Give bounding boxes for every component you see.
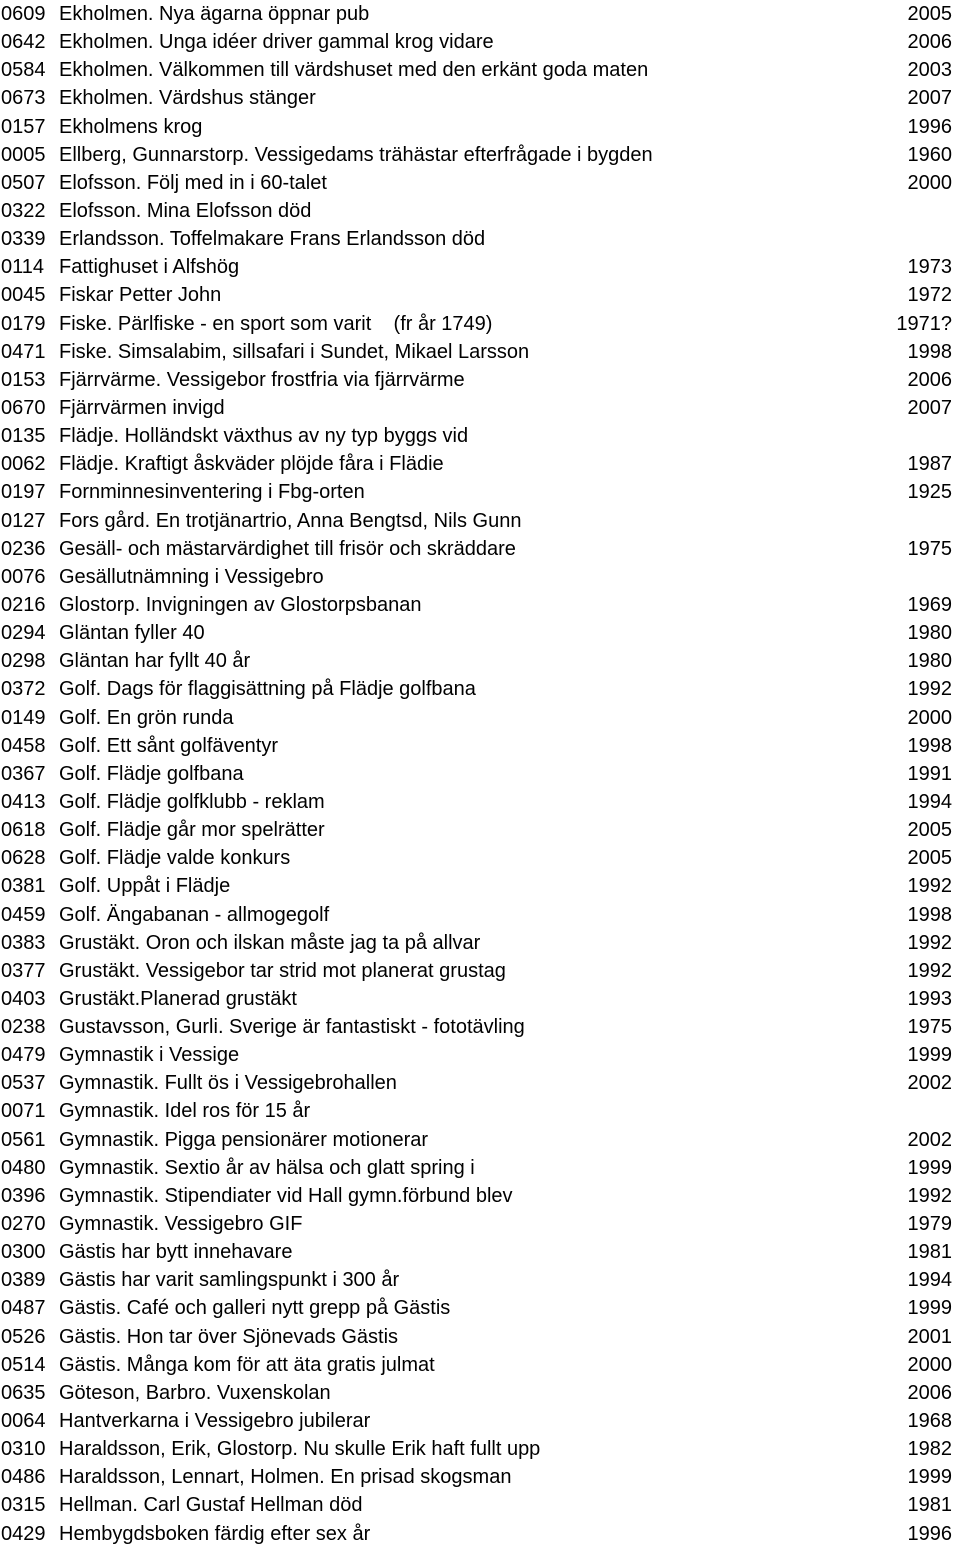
article-title: Ekholmen. Nya ägarna öppnar pub xyxy=(59,3,370,25)
article-number: 0670 xyxy=(1,396,46,419)
article-title: Gymnastik. Idel ros för 15 år xyxy=(59,1100,311,1123)
article-title: Grustäkt. Vessigebor tar strid mot planerat grustag xyxy=(59,959,506,982)
article-year: 2000 xyxy=(907,706,952,729)
article-year: 1999 xyxy=(907,1044,952,1067)
article-year: 1925 xyxy=(907,481,952,504)
article-year: 1991 xyxy=(907,762,952,785)
article-number: 0294 xyxy=(1,622,46,645)
article-title: Fors gård. En trotjänartrio, Anna Bengtsd, Nils Gunn xyxy=(59,509,522,532)
list-item xyxy=(0,1041,960,1069)
article-year: 1968 xyxy=(907,1410,952,1433)
list-item xyxy=(0,338,960,366)
article-number: 0479 xyxy=(1,1044,46,1067)
article-year: 1981 xyxy=(907,1241,952,1264)
article-number: 0459 xyxy=(1,903,46,926)
article-number: 0537 xyxy=(1,1072,46,1095)
article-title: Gesäll- och mästarvärdighet till frisör och skräddare xyxy=(59,537,516,560)
article-year: 1998 xyxy=(907,340,952,363)
list-item xyxy=(0,1210,960,1238)
article-number: 0135 xyxy=(1,425,46,448)
article-year: 2007 xyxy=(907,87,952,110)
article-title: Fornminnesinventering i Fbg-orten xyxy=(59,481,365,504)
article-year: 1980 xyxy=(907,650,952,673)
article-title: Hembygdsboken färdig efter sex år xyxy=(59,1522,371,1545)
article-year: 1994 xyxy=(907,790,952,813)
article-title: Gymnastik. Vessigebro GIF xyxy=(59,1213,303,1236)
article-number: 0429 xyxy=(1,1522,46,1545)
article-year: 2007 xyxy=(907,396,952,419)
article-title: Golf. Flädje golfklubb - reklam xyxy=(59,790,325,813)
article-number: 0403 xyxy=(1,987,46,1010)
article-title: Golf. Dags för flaggisättning på Flädje golfbana xyxy=(59,678,476,701)
list-item xyxy=(0,197,960,225)
list-item xyxy=(0,225,960,253)
article-year: 1981 xyxy=(907,1494,952,1517)
list-item xyxy=(0,253,960,281)
article-number: 0315 xyxy=(1,1494,46,1517)
article-number: 0367 xyxy=(1,762,46,785)
list-item xyxy=(0,1069,960,1097)
article-number: 0383 xyxy=(1,931,46,954)
list-item xyxy=(0,1238,960,1266)
article-title: Gläntan har fyllt 40 år xyxy=(59,650,251,673)
article-title: Golf. Flädje golfbana xyxy=(59,762,244,785)
article-year: 1999 xyxy=(907,1297,952,1320)
list-item xyxy=(0,113,960,141)
article-title: Glostorp. Invigningen av Glostorpsbanan xyxy=(59,593,422,616)
list-item xyxy=(0,563,960,591)
article-title: Gustavsson, Gurli. Sverige är fantastiskt - fototävling xyxy=(59,1016,525,1039)
article-number: 0157 xyxy=(1,115,46,138)
article-number: 0310 xyxy=(1,1438,46,1461)
article-title: Gästis. Många kom för att äta gratis julmat xyxy=(59,1353,435,1376)
list-item xyxy=(0,56,960,84)
article-year: 1973 xyxy=(907,256,952,279)
article-year: 1996 xyxy=(907,1522,952,1545)
article-year: 1998 xyxy=(907,903,952,926)
article-title: Gymnastik. Sextio år av hälsa och glatt spring i xyxy=(59,1156,475,1179)
article-year: 1992 xyxy=(907,1184,952,1207)
article-title: Gymnastik. Stipendiater vid Hall gymn.förbund blev xyxy=(59,1184,513,1207)
article-title: Gästis. Café och galleri nytt grepp på Gästis xyxy=(59,1297,451,1320)
article-number: 0045 xyxy=(1,284,46,307)
article-number: 0064 xyxy=(1,1410,46,1433)
article-title: Golf. Flädje går mor spelrätter xyxy=(59,819,325,842)
list-item xyxy=(0,478,960,506)
article-year: 1987 xyxy=(907,453,952,476)
list-item xyxy=(0,366,960,394)
article-number: 0236 xyxy=(1,537,46,560)
list-item xyxy=(0,281,960,309)
article-number: 0635 xyxy=(1,1381,46,1404)
article-title: Fiskar Petter John xyxy=(59,284,222,307)
article-year: 1996 xyxy=(907,115,952,138)
list-item xyxy=(0,985,960,1013)
article-title: Gymnastik. Fullt ös i Vessigebrohallen xyxy=(59,1072,397,1095)
list-item xyxy=(0,647,960,675)
article-year: 2005 xyxy=(907,847,952,870)
article-number: 0507 xyxy=(1,171,46,194)
article-number: 0413 xyxy=(1,790,46,813)
article-number: 0584 xyxy=(1,59,46,82)
article-title: Gästis. Hon tar över Sjönevads Gästis xyxy=(59,1325,399,1348)
article-title: Gästis har varit samlingspunkt i 300 år xyxy=(59,1269,400,1292)
article-title: Ekholmen. Värdshus stänger xyxy=(59,87,316,110)
list-item xyxy=(0,310,960,338)
list-item xyxy=(0,675,960,703)
list-item xyxy=(0,872,960,900)
article-year: 1979 xyxy=(907,1213,952,1236)
article-year: 1999 xyxy=(907,1156,952,1179)
article-year: 2005 xyxy=(907,819,952,842)
article-title: Golf. Flädje valde konkurs xyxy=(59,847,291,870)
article-title: Golf. Ett sånt golfäventyr xyxy=(59,734,278,757)
article-title: Golf. En grön runda xyxy=(59,706,234,729)
list-item xyxy=(0,1407,960,1435)
article-year: 2003 xyxy=(907,59,952,82)
article-year: 2001 xyxy=(907,1325,952,1348)
article-number: 0377 xyxy=(1,959,46,982)
article-number: 0216 xyxy=(1,593,46,616)
article-year: 1972 xyxy=(907,284,952,307)
article-title: Ekholmen. Välkommen till värdshuset med den erkänt goda maten xyxy=(59,59,649,82)
article-number: 0197 xyxy=(1,481,46,504)
article-number: 0486 xyxy=(1,1466,46,1489)
list-item xyxy=(0,1013,960,1041)
article-number: 0153 xyxy=(1,368,46,391)
article-year: 2002 xyxy=(907,1072,952,1095)
list-item xyxy=(0,0,960,28)
article-year: 2000 xyxy=(907,1353,952,1376)
list-item xyxy=(0,1126,960,1154)
article-title: Fattighuset i Alfshög xyxy=(59,256,240,279)
article-number: 0514 xyxy=(1,1353,46,1376)
list-item xyxy=(0,619,960,647)
list-item xyxy=(0,957,960,985)
list-item xyxy=(0,1379,960,1407)
article-year: 2005 xyxy=(907,3,952,25)
list-item xyxy=(0,394,960,422)
list-item xyxy=(0,760,960,788)
list-item xyxy=(0,844,960,872)
list-item xyxy=(0,1323,960,1351)
article-title: Hellman. Carl Gustaf Hellman död xyxy=(59,1494,363,1517)
article-year: 1969 xyxy=(907,593,952,616)
list-item xyxy=(0,1154,960,1182)
article-number: 0149 xyxy=(1,706,46,729)
article-title: Fjärrvärmen invigd xyxy=(59,396,225,419)
list-item xyxy=(0,84,960,112)
article-year: 2006 xyxy=(907,368,952,391)
article-title: Gästis har bytt innehavare xyxy=(59,1241,293,1264)
article-title: Haraldsson, Erik, Glostorp. Nu skulle Erik haft fullt upp xyxy=(59,1438,541,1461)
article-year: 2006 xyxy=(907,1381,952,1404)
list-item xyxy=(0,1520,960,1548)
article-number: 0396 xyxy=(1,1184,46,1207)
article-number: 0076 xyxy=(1,565,46,588)
article-year: 1992 xyxy=(907,875,952,898)
article-number: 0238 xyxy=(1,1016,46,1039)
article-title: Ekholmens krog xyxy=(59,115,203,138)
article-year: 1982 xyxy=(907,1438,952,1461)
list-item xyxy=(0,1182,960,1210)
article-number: 0071 xyxy=(1,1100,46,1123)
list-item xyxy=(0,732,960,760)
article-title: Golf. Ängabanan - allmogegolf xyxy=(59,903,330,926)
article-number: 0300 xyxy=(1,1241,46,1264)
article-title: Hantverkarna i Vessigebro jubilerar xyxy=(59,1410,371,1433)
article-number: 0179 xyxy=(1,312,46,335)
list-item xyxy=(0,816,960,844)
list-item xyxy=(0,929,960,957)
list-item xyxy=(0,704,960,732)
article-year: 1992 xyxy=(907,931,952,954)
article-year: 1998 xyxy=(907,734,952,757)
article-title: Gläntan fyller 40 xyxy=(59,622,205,645)
list-item xyxy=(0,591,960,619)
article-title: Fjärrvärme. Vessigebor frostfria via fjärrvärme xyxy=(59,368,465,391)
article-title: Elofsson. Mina Elofsson död xyxy=(59,199,312,222)
list-item xyxy=(0,788,960,816)
article-number: 0471 xyxy=(1,340,46,363)
list-item xyxy=(0,1463,960,1491)
article-title: Ekholmen. Unga idéer driver gammal krog vidare xyxy=(59,31,494,54)
list-item xyxy=(0,1435,960,1463)
article-year: 2002 xyxy=(907,1128,952,1151)
article-number: 0298 xyxy=(1,650,46,673)
article-number: 0561 xyxy=(1,1128,46,1151)
list-item xyxy=(0,450,960,478)
article-number: 0127 xyxy=(1,509,46,532)
list-item xyxy=(0,1097,960,1125)
article-year: 1999 xyxy=(907,1466,952,1489)
article-year: 1980 xyxy=(907,622,952,645)
article-number: 0062 xyxy=(1,453,46,476)
article-title: Fiske. Simsalabim, sillsafari i Sundet, Mikael Larsson xyxy=(59,340,530,363)
article-number: 0372 xyxy=(1,678,46,701)
article-number: 0673 xyxy=(1,87,46,110)
article-title: Fiske. Pärlfiske - en sport som varit (fr år 1749) xyxy=(59,312,493,335)
article-title: Gymnastik. Pigga pensionärer motionerar xyxy=(59,1128,429,1151)
list-item xyxy=(0,507,960,535)
article-number: 0487 xyxy=(1,1297,46,1320)
article-title: Haraldsson, Lennart, Holmen. En prisad skogsman xyxy=(59,1466,512,1489)
list-item xyxy=(0,28,960,56)
article-title: Flädje. Holländskt växthus av ny typ byggs vid xyxy=(59,425,469,448)
article-number: 0480 xyxy=(1,1156,46,1179)
article-number: 0005 xyxy=(1,143,46,166)
article-number: 0618 xyxy=(1,819,46,842)
article-title: Elofsson. Följ med in i 60-talet xyxy=(59,171,327,194)
article-year: 1975 xyxy=(907,537,952,560)
list-item xyxy=(0,1491,960,1519)
article-title: Gesällutnämning i Vessigebro xyxy=(59,565,324,588)
list-item xyxy=(0,169,960,197)
article-title: Erlandsson. Toffelmakare Frans Erlandsson död xyxy=(59,228,486,251)
article-title: Gymnastik i Vessige xyxy=(59,1044,240,1067)
article-year: 2006 xyxy=(907,31,952,54)
list-item xyxy=(0,422,960,450)
article-year: 1992 xyxy=(907,959,952,982)
article-year: 1971? xyxy=(896,312,952,335)
article-number: 0458 xyxy=(1,734,46,757)
article-title: Grustäkt.Planerad grustäkt xyxy=(59,987,297,1010)
article-title: Göteson, Barbro. Vuxenskolan xyxy=(59,1381,331,1404)
article-year: 2000 xyxy=(907,171,952,194)
article-year: 1994 xyxy=(907,1269,952,1292)
list-item xyxy=(0,535,960,563)
article-number: 0114 xyxy=(1,256,45,279)
article-number: 0526 xyxy=(1,1325,46,1348)
article-number: 0628 xyxy=(1,847,46,870)
article-year: 1992 xyxy=(907,678,952,701)
list-item xyxy=(0,141,960,169)
article-year: 1960 xyxy=(907,143,952,166)
article-year: 1993 xyxy=(907,987,952,1010)
article-title: Grustäkt. Oron och ilskan måste jag ta på allvar xyxy=(59,931,481,954)
article-number: 0339 xyxy=(1,228,46,251)
list-item xyxy=(0,901,960,929)
article-title: Flädje. Kraftigt åskväder plöjde fåra i Flädie xyxy=(59,453,444,476)
article-title: Ellberg, Gunnarstorp. Vessigedams trähästar efterfrågade i bygden xyxy=(59,143,653,166)
article-number: 0389 xyxy=(1,1269,46,1292)
article-number: 0609 xyxy=(1,3,46,25)
list-item xyxy=(0,1266,960,1294)
article-number: 0381 xyxy=(1,875,46,898)
article-number: 0322 xyxy=(1,199,46,222)
list-item xyxy=(0,1294,960,1322)
list-item xyxy=(0,1351,960,1379)
article-number: 0270 xyxy=(1,1213,46,1236)
article-year: 1975 xyxy=(907,1016,952,1039)
article-number: 0642 xyxy=(1,31,46,54)
article-title: Golf. Uppåt i Flädje xyxy=(59,875,231,898)
